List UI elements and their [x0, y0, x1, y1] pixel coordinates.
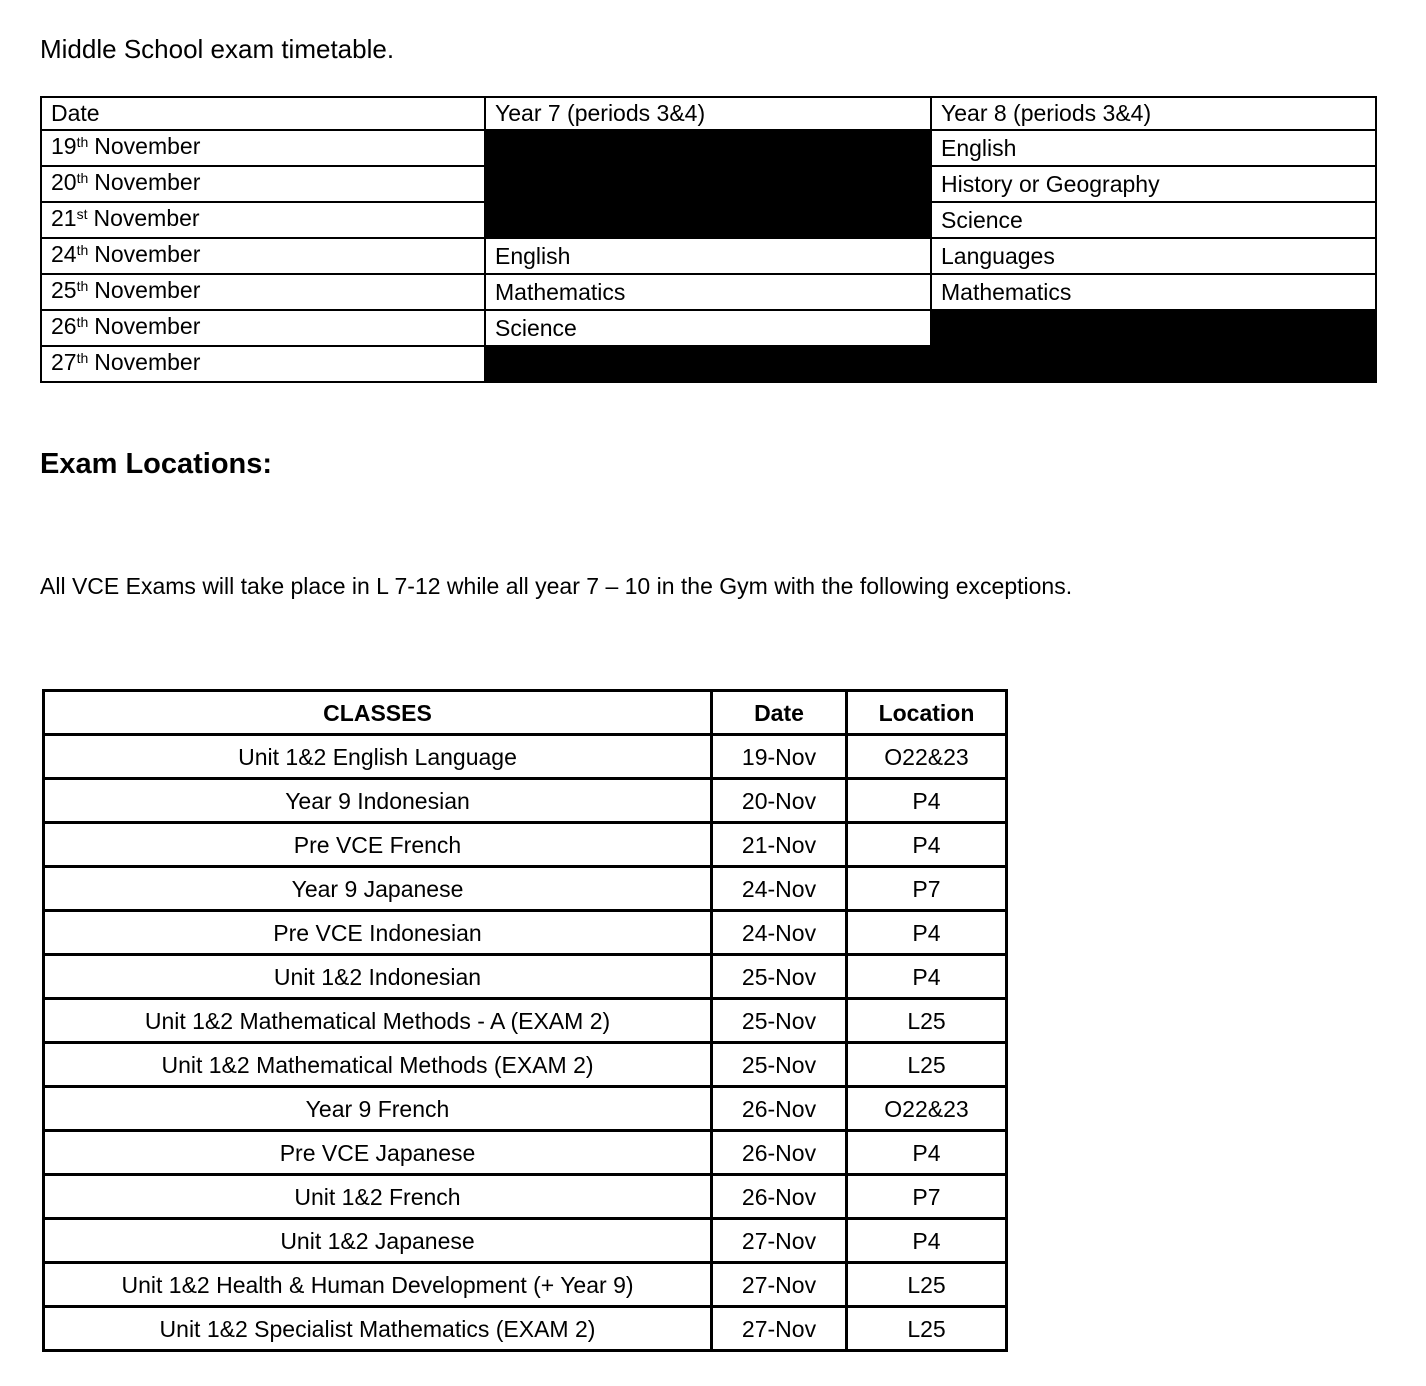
date-cell: 25-Nov: [712, 999, 847, 1043]
location-cell: L25: [847, 1307, 1007, 1351]
year8-redacted-cell: [931, 310, 1376, 346]
ordinal-suffix: th: [76, 170, 89, 186]
year8-subject-cell: Mathematics: [931, 274, 1376, 310]
year7-subject-cell: Mathematics: [485, 274, 931, 310]
year8-subject-cell: Science: [931, 202, 1376, 238]
location-cell: P7: [847, 867, 1007, 911]
class-cell: Unit 1&2 Health & Human Development (+ Year 9): [44, 1263, 712, 1307]
location-cell: P4: [847, 823, 1007, 867]
location-cell: P4: [847, 1131, 1007, 1175]
date-cell: 24-Nov: [712, 867, 847, 911]
date-cell: 26-Nov: [712, 1131, 847, 1175]
class-cell: Unit 1&2 Mathematical Methods (EXAM 2): [44, 1043, 712, 1087]
middle-school-timetable-table: [40, 96, 1377, 383]
timetable-header-row: [41, 97, 1376, 130]
ordinal-suffix: st: [76, 206, 88, 222]
year7-redacted-cell: [485, 346, 931, 382]
year7-redacted-cell: [485, 202, 931, 238]
date-cell: 27-Nov: [712, 1307, 847, 1351]
locations-row: [44, 999, 1007, 1043]
locations-row: [44, 1219, 1007, 1263]
ordinal-suffix: th: [76, 278, 89, 294]
year7-redacted-cell: [485, 130, 931, 166]
ordinal-suffix: th: [76, 242, 89, 258]
date-cell: 20th November: [41, 166, 485, 202]
date-cell: 26-Nov: [712, 1175, 847, 1219]
year8-subject-cell: Languages: [931, 238, 1376, 274]
date-cell: 21-Nov: [712, 823, 847, 867]
class-cell: Unit 1&2 Specialist Mathematics (EXAM 2): [44, 1307, 712, 1351]
date-cell: 24-Nov: [712, 911, 847, 955]
date-cell: 19-Nov: [712, 735, 847, 779]
ordinal-suffix: th: [76, 134, 89, 150]
year8-redacted-cell: [931, 346, 1376, 382]
date-cell: 27-Nov: [712, 1219, 847, 1263]
location-cell: O22&23: [847, 735, 1007, 779]
location-cell: L25: [847, 1043, 1007, 1087]
date-column-header: Date: [712, 691, 847, 735]
location-cell: P4: [847, 779, 1007, 823]
year8-subject-cell: English: [931, 130, 1376, 166]
date-cell: 26th November: [41, 310, 485, 346]
locations-row: [44, 779, 1007, 823]
year7-column-header: Year 7 (periods 3&4): [485, 97, 931, 130]
location-column-header: Location: [847, 691, 1007, 735]
year7-subject-cell: Science: [485, 310, 931, 346]
locations-row: [44, 735, 1007, 779]
class-cell: Pre VCE Japanese: [44, 1131, 712, 1175]
class-cell: Year 9 Japanese: [44, 867, 712, 911]
page-title: Middle School exam timetable.: [40, 34, 395, 64]
date-cell: 27-Nov: [712, 1263, 847, 1307]
locations-row: [44, 1131, 1007, 1175]
locations-row: [44, 1263, 1007, 1307]
location-cell: L25: [847, 999, 1007, 1043]
timetable-row: [41, 346, 1376, 382]
date-cell: 24th November: [41, 238, 485, 274]
locations-row: [44, 1175, 1007, 1219]
classes-column-header: CLASSES: [44, 691, 712, 735]
locations-row: [44, 1043, 1007, 1087]
location-cell: P4: [847, 911, 1007, 955]
date-cell: 21st November: [41, 202, 485, 238]
locations-row: [44, 1307, 1007, 1351]
year8-subject-cell: History or Geography: [931, 166, 1376, 202]
locations-row: [44, 867, 1007, 911]
class-cell: Unit 1&2 Japanese: [44, 1219, 712, 1263]
locations-row: [44, 955, 1007, 999]
class-cell: Unit 1&2 French: [44, 1175, 712, 1219]
exam-locations-table: [42, 689, 1008, 1352]
locations-row: [44, 911, 1007, 955]
class-cell: Unit 1&2 Indonesian: [44, 955, 712, 999]
year7-redacted-cell: [485, 166, 931, 202]
timetable-row: [41, 274, 1376, 310]
exam-locations-heading: Exam Locations:: [40, 448, 273, 480]
locations-header-row: [44, 691, 1007, 735]
date-cell: 20-Nov: [712, 779, 847, 823]
locations-row: [44, 1087, 1007, 1131]
locations-note: All VCE Exams will take place in L 7-12 while all year 7 – 10 in the Gym with the following exceptions.: [40, 573, 1073, 599]
year8-column-header: Year 8 (periods 3&4): [931, 97, 1376, 130]
location-cell: P4: [847, 1219, 1007, 1263]
date-cell: 19th November: [41, 130, 485, 166]
location-cell: O22&23: [847, 1087, 1007, 1131]
location-cell: P4: [847, 955, 1007, 999]
date-cell: 27th November: [41, 346, 485, 382]
timetable-row: [41, 202, 1376, 238]
timetable-row: [41, 238, 1376, 274]
class-cell: Pre VCE French: [44, 823, 712, 867]
date-cell: 26-Nov: [712, 1087, 847, 1131]
date-cell: 25th November: [41, 274, 485, 310]
year7-subject-cell: English: [485, 238, 931, 274]
class-cell: Unit 1&2 Mathematical Methods - A (EXAM 2): [44, 999, 712, 1043]
date-cell: 25-Nov: [712, 955, 847, 999]
ordinal-suffix: th: [76, 350, 89, 366]
timetable-row: [41, 310, 1376, 346]
location-cell: P7: [847, 1175, 1007, 1219]
locations-row: [44, 823, 1007, 867]
date-column-header: Date: [41, 97, 485, 130]
class-cell: Year 9 French: [44, 1087, 712, 1131]
timetable-row: [41, 166, 1376, 202]
timetable-row: [41, 130, 1376, 166]
date-cell: 25-Nov: [712, 1043, 847, 1087]
location-cell: L25: [847, 1263, 1007, 1307]
class-cell: Year 9 Indonesian: [44, 779, 712, 823]
class-cell: Unit 1&2 English Language: [44, 735, 712, 779]
ordinal-suffix: th: [76, 314, 89, 330]
class-cell: Pre VCE Indonesian: [44, 911, 712, 955]
